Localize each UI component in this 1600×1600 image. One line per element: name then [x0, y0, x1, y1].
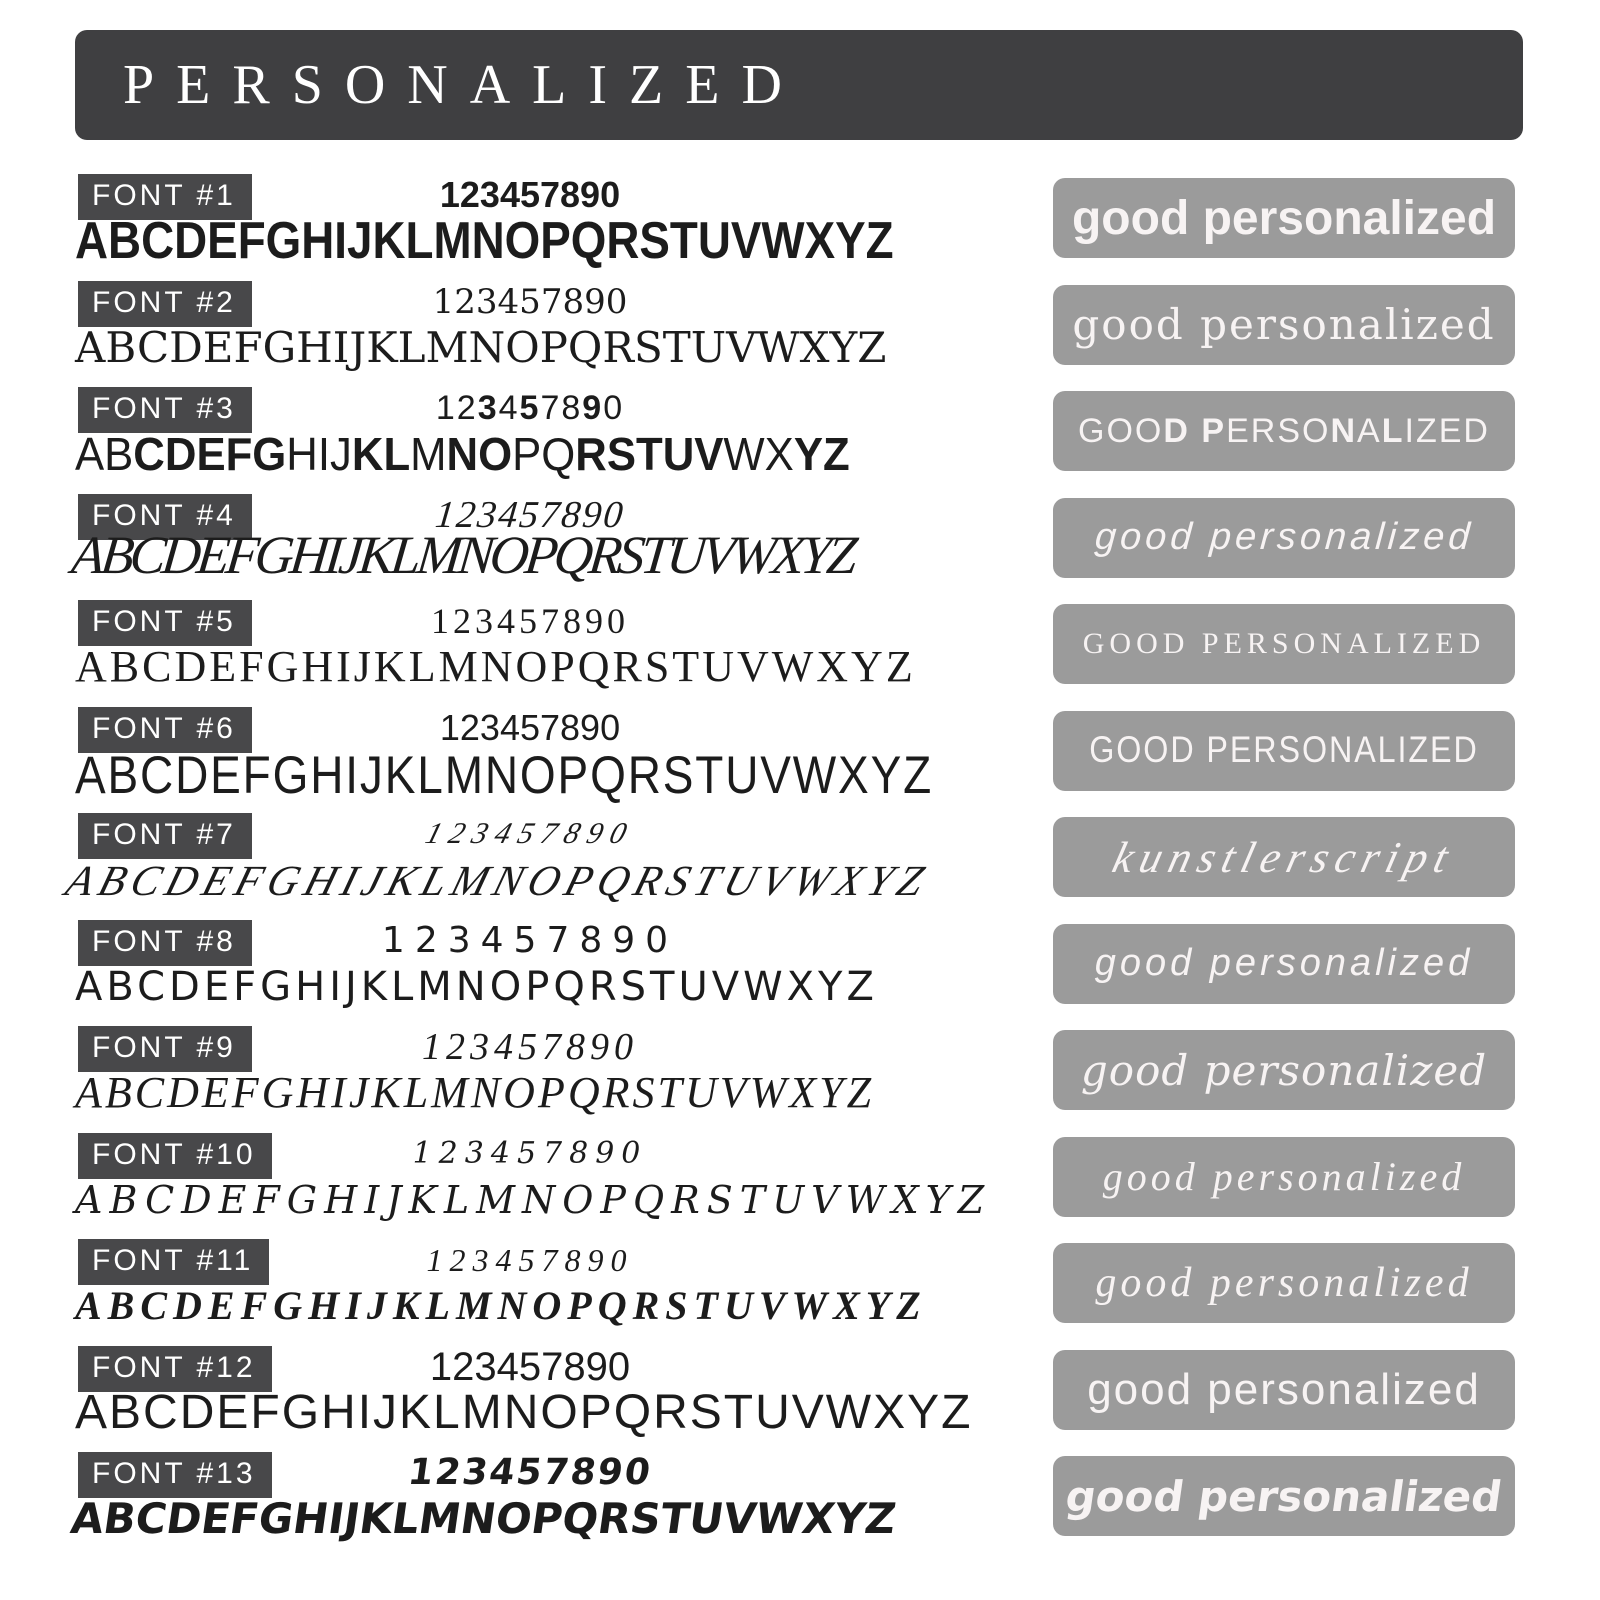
font-row-9 [75, 1020, 1025, 1127]
font-label-7: FONT #7 [78, 813, 252, 859]
sample-text-2: good personalized [1072, 300, 1496, 349]
font-alphabet-8: ABCDEFGHIJKLMNOPQRSTUVWXYZ [75, 963, 878, 1010]
sample-box-13 [1053, 1456, 1515, 1536]
header-bar [75, 30, 1523, 140]
font-row-4 [69, 488, 1025, 595]
font-numbers-10: 123457890 [412, 1135, 648, 1171]
font-label-9: FONT #9 [78, 1026, 252, 1072]
font-row-5 [75, 594, 1025, 701]
sample-text-12: good personalized [1087, 1364, 1481, 1414]
font-row-6 [75, 701, 1025, 808]
font-alphabet-9: ABCDEFGHIJKLMNOPQRSTUVWXYZ [75, 1068, 875, 1117]
font-row-12 [75, 1340, 1025, 1447]
font-numbers-6: 123457890 [439, 706, 621, 748]
font-numbers-8: 123457890 [381, 919, 679, 961]
font-alphabet-10: ABCDEFGHIJKLMNOPQRSTUVWXYZ [75, 1177, 992, 1222]
sample-box-8 [1053, 924, 1515, 1004]
sample-text-6: GOOD PERSONALIZED [1089, 729, 1479, 771]
sample-text-3: GOOD PERSONALIZED [1078, 411, 1490, 450]
font-alphabet-13: ABCDEFGHIJKLMNOPQRSTUVWXYZ [67, 1494, 900, 1543]
font-numbers-9: 123457890 [422, 1026, 638, 1068]
font-numbers-5: 123457890 [431, 601, 629, 641]
font-rows [60, 168, 1025, 1553]
sample-box-11 [1053, 1243, 1515, 1323]
font-alphabet-6: ABCDEFGHIJKLMNOPQRSTUVWXYZ [75, 745, 934, 805]
sample-text-7: kunstlerscript [1107, 832, 1461, 882]
font-label-1: FONT #1 [78, 174, 252, 220]
font-numbers-11: 123457890 [426, 1242, 634, 1278]
sample-box-2 [1053, 285, 1515, 365]
sample-text-11: good personalized [1095, 1260, 1473, 1306]
sample-text-8: good personalized [1094, 942, 1474, 984]
font-label-2: FONT #2 [78, 281, 252, 327]
font-numbers-2: 123457890 [432, 281, 628, 322]
sample-box-6 [1053, 711, 1515, 791]
font-alphabet-5: ABCDEFGHIJKLMNOPQRSTUVWXYZ [75, 642, 916, 691]
font-label-10: FONT #10 [78, 1133, 272, 1179]
font-row-7 [60, 807, 1025, 914]
font-row-2 [75, 275, 1025, 382]
sample-box-12 [1053, 1350, 1515, 1430]
font-row-8 [75, 914, 1025, 1021]
sample-box-9 [1053, 1030, 1515, 1110]
font-label-8: FONT #8 [78, 920, 252, 966]
font-label-4: FONT #4 [78, 494, 252, 540]
font-alphabet-11: ABCDEFGHIJKLMNOPQRSTUVWXYZ [75, 1283, 927, 1328]
font-alphabet-4: ABCDEFGHIJKLMNOPQRSTUVWXYZ [69, 524, 857, 585]
font-label-13: FONT #13 [78, 1452, 272, 1498]
sample-box-5 [1053, 604, 1515, 684]
font-alphabet-7: ABCDEFGHIJKLMNOPQRSTUVWXYZ [60, 858, 935, 905]
font-row-11 [75, 1233, 1025, 1340]
sample-box-10 [1053, 1137, 1515, 1217]
sample-box-1 [1053, 178, 1515, 258]
font-alphabet-1: ABCDEFGHIJKLMNOPQRSTUVWXYZ [75, 212, 894, 270]
font-numbers-7: 123457890 [421, 817, 639, 850]
sample-text-9: good personalized [1080, 1045, 1488, 1095]
font-label-6: FONT #6 [78, 707, 252, 753]
font-alphabet-12: ABCDEFGHIJKLMNOPQRSTUVWXYZ [75, 1385, 973, 1439]
sample-box-4 [1053, 498, 1515, 578]
font-row-3 [75, 381, 1025, 488]
sample-text-4: good personalized [1093, 516, 1475, 558]
sample-text-1: good personalized [1071, 191, 1497, 245]
font-numbers-4: 123457890 [433, 493, 627, 536]
font-alphabet-2: ABCDEFGHIJKLMNOPQRSTUVWXYZ [75, 322, 887, 372]
font-numbers-12: 123457890 [429, 1344, 631, 1389]
sample-box-7 [1053, 817, 1515, 897]
sample-box-3 [1053, 391, 1515, 471]
font-row-1 [75, 168, 1025, 275]
font-numbers-3: 123457890 [435, 389, 625, 427]
font-row-10 [75, 1127, 1025, 1234]
font-label-3: FONT #3 [78, 387, 252, 433]
sample-text-13: good personalized [1062, 1471, 1506, 1521]
sample-column [1053, 178, 1515, 1563]
font-row-13 [67, 1446, 1025, 1553]
font-numbers-1: 123457890 [439, 174, 621, 215]
page-title: PERSONALIZED [123, 54, 804, 116]
sample-text-10: good personalized [1102, 1154, 1466, 1199]
font-alphabet-3: ABCDEFGHIJKLMNOPQRSTUVWXYZ [75, 428, 850, 480]
font-label-5: FONT #5 [78, 600, 252, 646]
font-label-12: FONT #12 [78, 1346, 272, 1392]
font-numbers-13: 123457890 [405, 1452, 655, 1493]
sample-text-5: GOOD PERSONALIZED [1082, 627, 1486, 660]
font-label-11: FONT #11 [78, 1239, 269, 1285]
